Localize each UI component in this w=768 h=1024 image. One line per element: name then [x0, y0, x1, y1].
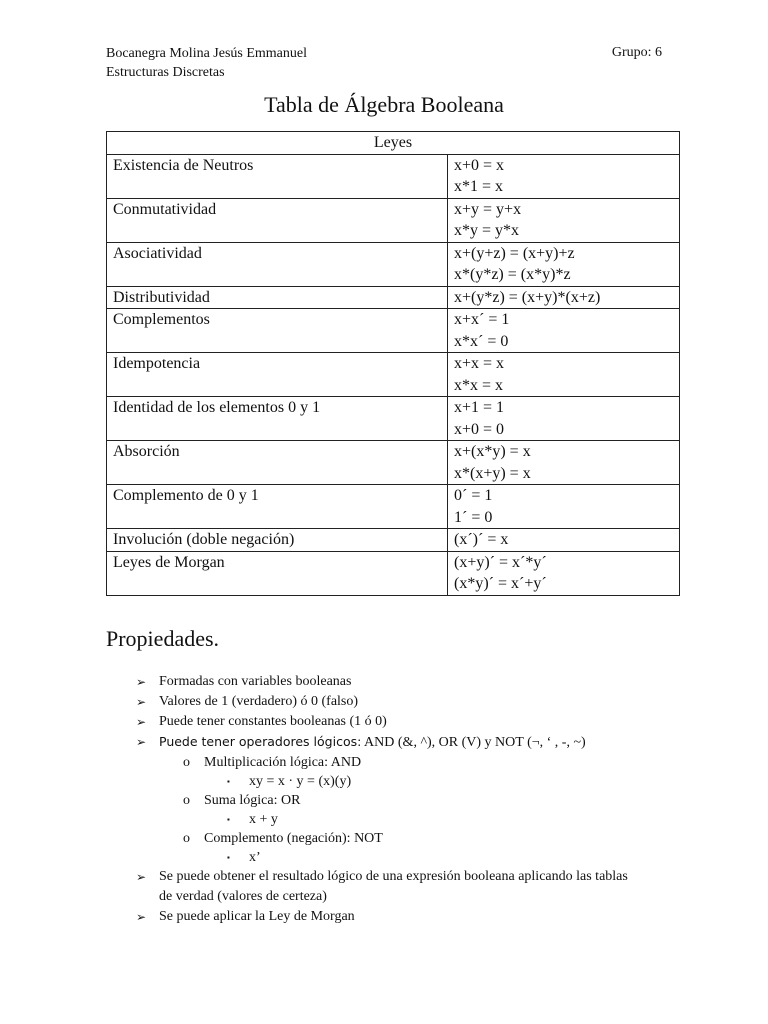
formula: x*1 = x	[454, 178, 504, 195]
arrow-bullet-icon: ➢	[136, 910, 147, 924]
law-formulas	[448, 353, 680, 397]
arrow-bullet-icon: ➢	[136, 735, 147, 749]
table-row	[107, 242, 680, 286]
formula: x+0 = 0	[454, 420, 505, 438]
laws-table-body	[107, 154, 680, 595]
law-name: Conmutatividad	[107, 198, 448, 242]
operators-prefix: Puede tener operadores lógicos:	[159, 734, 362, 749]
formula: x+y = y+x	[454, 200, 522, 218]
formula: x+(x*y) = x	[454, 443, 531, 460]
law-name: Distributividad	[107, 286, 448, 309]
formula: (x+y)´ = x´*y´	[454, 553, 547, 571]
formula: (x*y)´ = x´+y´	[454, 575, 547, 592]
table-row	[107, 198, 680, 242]
formula: x*x = x	[454, 376, 504, 394]
law-formulas	[448, 441, 680, 485]
table-row	[107, 286, 680, 309]
formula: x*(y*z) = (x*y)*z	[454, 266, 571, 283]
list-item-text-continued: de verdad (valores de certeza)	[159, 889, 327, 904]
sub-item-text: Complemento (negación): NOT	[204, 831, 383, 846]
properties-list	[106, 672, 686, 927]
law-formulas	[448, 551, 680, 595]
formula: x*(x+y) = x	[454, 464, 531, 482]
group-label: Grupo: 6	[611, 45, 662, 60]
list-item	[106, 672, 686, 692]
law-name: Absorción	[107, 441, 448, 485]
sub-sub-item-text: x’	[249, 850, 261, 865]
arrow-bullet-icon: ➢	[136, 695, 147, 709]
circle-bullet-icon: o	[183, 755, 190, 770]
properties-title: Propiedades.	[106, 626, 220, 651]
circle-bullet-icon: o	[183, 793, 190, 808]
formula: 0´ = 1	[454, 487, 493, 504]
table-row	[107, 309, 680, 353]
law-name: Complemento de 0 y 1	[107, 485, 448, 529]
law-formulas	[448, 242, 680, 286]
sub-item-text: Suma lógica: OR	[204, 793, 301, 808]
table-row	[107, 353, 680, 397]
sub-sub-item	[106, 810, 686, 829]
list-item	[106, 907, 686, 927]
law-formulas	[448, 309, 680, 353]
sub-sub-item-text: xy = x · y = (x)(y)	[249, 774, 352, 789]
law-formulas	[448, 198, 680, 242]
list-item-text: Se puede aplicar la Ley de Morgan	[159, 909, 355, 924]
formula: x+1 = 1	[454, 399, 505, 416]
sub-sub-item	[106, 848, 686, 867]
law-formulas	[448, 154, 680, 198]
laws-table	[106, 131, 680, 596]
formula: x*y = y*x	[454, 222, 520, 239]
table-header-row	[107, 132, 680, 155]
course-name: Estructuras Discretas	[106, 65, 225, 80]
law-name: Complementos	[107, 309, 448, 353]
list-item	[106, 867, 686, 907]
table-row	[107, 397, 680, 441]
list-item-text: Valores de 1 (verdadero) ó 0 (falso)	[159, 694, 359, 709]
formula: x+x = x	[454, 355, 505, 372]
sub-sub-item	[106, 772, 686, 791]
law-formulas	[448, 397, 680, 441]
formula: x+x´ = 1	[454, 311, 510, 328]
law-name: Existencia de Neutros	[107, 154, 448, 198]
sub-sub-item-text: x + y	[249, 812, 278, 827]
list-item	[106, 692, 686, 712]
formula: x+(y*z) = (x+y)*(x+z)	[454, 288, 601, 306]
table-row	[107, 529, 680, 552]
formula: (x´)´ = x	[454, 531, 509, 548]
author-name: Bocanegra Molina Jesús Emmanuel	[106, 46, 308, 61]
arrow-bullet-icon: ➢	[136, 715, 147, 729]
list-item	[106, 712, 686, 732]
law-name: Idempotencia	[107, 353, 448, 397]
list-item-text: Se puede obtener el resultado lógico de una expresión booleana aplicando las tablas	[159, 869, 628, 884]
circle-bullet-icon: o	[183, 831, 190, 846]
law-name: Identidad de los elementos 0 y 1	[107, 397, 448, 441]
table-row	[107, 485, 680, 529]
list-item-text: Puede tener constantes booleanas (1 ó 0)	[159, 714, 387, 729]
law-name: Leyes de Morgan	[107, 551, 448, 595]
formula: x+(y+z) = (x+y)+z	[454, 244, 575, 262]
operators-rest: AND (&, ^), OR (V) y NOT (¬, ‘ , -, ~)	[361, 735, 586, 750]
table-row	[107, 441, 680, 485]
sub-item	[106, 791, 686, 810]
formula: 1´ = 0	[454, 508, 493, 526]
arrow-bullet-icon: ➢	[136, 870, 147, 884]
square-bullet-icon: ▪	[227, 777, 230, 786]
list-item	[106, 732, 686, 753]
page-title: Tabla de Álgebra Booleana	[264, 92, 504, 117]
list-item-text: Formadas con variables booleanas	[159, 674, 352, 689]
law-formulas	[448, 286, 680, 309]
law-formulas	[448, 485, 680, 529]
law-name: Involución (doble negación)	[107, 529, 448, 552]
sub-item-text: Multiplicación lógica: AND	[204, 755, 362, 770]
table-header: Leyes	[107, 132, 680, 155]
table-row	[107, 154, 680, 198]
table-row	[107, 551, 680, 595]
formula: x+0 = x	[454, 156, 505, 174]
formula: x*x´ = 0	[454, 332, 509, 350]
arrow-bullet-icon: ➢	[136, 675, 147, 689]
law-name: Asociatividad	[107, 242, 448, 286]
law-formulas	[448, 529, 680, 552]
sub-item	[106, 753, 686, 772]
square-bullet-icon: ▪	[227, 853, 230, 862]
square-bullet-icon: ▪	[227, 815, 230, 824]
sub-item	[106, 829, 686, 848]
